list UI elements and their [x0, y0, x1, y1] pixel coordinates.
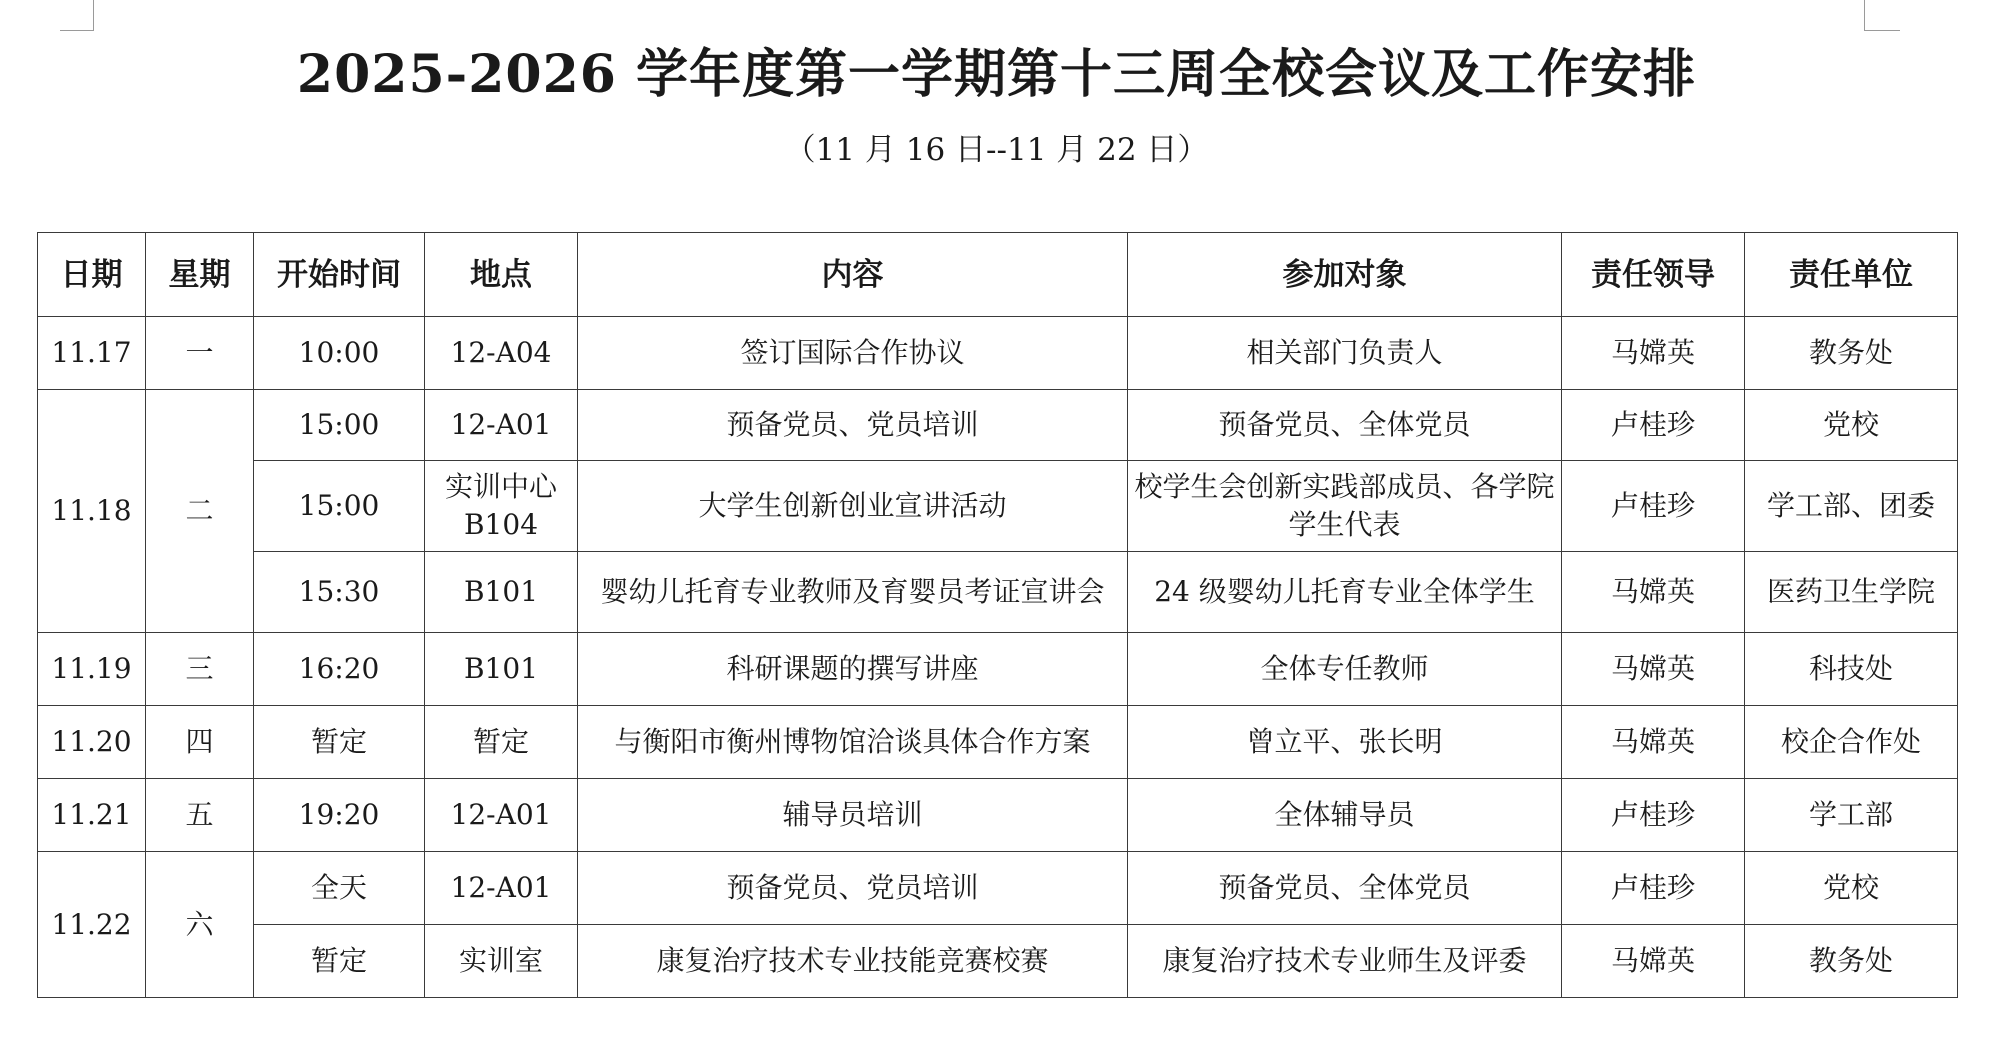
time-cell: 暂定 [254, 706, 425, 779]
weekday-cell: 四 [146, 706, 254, 779]
attendees-cell: 校学生会创新实践部成员、各学院学生代表 [1128, 461, 1562, 552]
header-attendees: 参加对象 [1128, 233, 1562, 317]
weekday-cell: 二 [146, 390, 254, 633]
table-row [38, 633, 1958, 706]
attendees-cell: 康复治疗技术专业师生及评委 [1128, 925, 1562, 998]
time-cell: 15:00 [254, 390, 425, 461]
page-title: 2025-2026 学年度第一学期第十三周全校会议及工作安排 [296, 44, 1697, 105]
header-content: 内容 [578, 233, 1128, 317]
content-cell: 婴幼儿托育专业教师及育婴员考证宣讲会 [578, 552, 1128, 633]
time-cell: 暂定 [254, 925, 425, 998]
weekday-cell: 五 [146, 779, 254, 852]
content-cell: 大学生创新创业宣讲活动 [578, 461, 1128, 552]
time-cell: 10:00 [254, 317, 425, 390]
table-row [38, 552, 1958, 633]
unit-cell: 校企合作处 [1745, 706, 1958, 779]
crop-mark-top-left-vertical [93, 0, 94, 30]
location-cell: 12-A01 [425, 852, 578, 925]
header-unit: 责任单位 [1745, 233, 1958, 317]
header-leader: 责任领导 [1562, 233, 1745, 317]
content-cell: 与衡阳市衡州博物馆洽谈具体合作方案 [578, 706, 1128, 779]
location-cell: 暂定 [425, 706, 578, 779]
time-cell: 19:20 [254, 779, 425, 852]
weekday-cell: 一 [146, 317, 254, 390]
location-cell: 12-A01 [425, 390, 578, 461]
date-range-subtitle: （11 月 16 日--11 月 22 日） [784, 132, 1209, 168]
table-row [38, 925, 1958, 998]
content-cell: 辅导员培训 [578, 779, 1128, 852]
location-cell: 实训室 [425, 925, 578, 998]
location-cell: B101 [425, 552, 578, 633]
unit-cell: 教务处 [1745, 925, 1958, 998]
leader-cell: 马嫦英 [1562, 706, 1745, 779]
attendees-cell: 24 级婴幼儿托育专业全体学生 [1128, 552, 1562, 633]
leader-cell: 马嫦英 [1562, 633, 1745, 706]
time-cell: 全天 [254, 852, 425, 925]
content-cell: 预备党员、党员培训 [578, 852, 1128, 925]
location-cell: 12-A04 [425, 317, 578, 390]
attendees-cell: 全体辅导员 [1128, 779, 1562, 852]
time-cell: 16:20 [254, 633, 425, 706]
leader-cell: 卢桂珍 [1562, 779, 1745, 852]
table-row [38, 706, 1958, 779]
date-cell: 11.20 [38, 706, 146, 779]
crop-mark-top-right-vertical [1864, 0, 1865, 30]
table-row [38, 317, 1958, 390]
table-row [38, 852, 1958, 925]
leader-cell: 马嫦英 [1562, 925, 1745, 998]
location-cell: 12-A01 [425, 779, 578, 852]
unit-cell: 党校 [1745, 390, 1958, 461]
location-cell: 实训中心B104 [425, 461, 578, 552]
table-header-row [38, 233, 1958, 317]
crop-mark-top-right-horizontal [1864, 30, 1900, 31]
attendees-cell: 全体专任教师 [1128, 633, 1562, 706]
leader-cell: 卢桂珍 [1562, 390, 1745, 461]
leader-cell: 马嫦英 [1562, 552, 1745, 633]
header-date: 日期 [38, 233, 146, 317]
leader-cell: 马嫦英 [1562, 317, 1745, 390]
unit-cell: 学工部 [1745, 779, 1958, 852]
content-cell: 科研课题的撰写讲座 [578, 633, 1128, 706]
unit-cell: 医药卫生学院 [1745, 552, 1958, 633]
content-cell: 签订国际合作协议 [578, 317, 1128, 390]
attendees-cell: 预备党员、全体党员 [1128, 390, 1562, 461]
header-weekday: 星期 [146, 233, 254, 317]
unit-cell: 教务处 [1745, 317, 1958, 390]
date-cell: 11.19 [38, 633, 146, 706]
unit-cell: 学工部、团委 [1745, 461, 1958, 552]
date-cell: 11.21 [38, 779, 146, 852]
crop-mark-top-left-horizontal [60, 30, 94, 31]
attendees-cell: 预备党员、全体党员 [1128, 852, 1562, 925]
schedule-table [37, 232, 1958, 998]
weekday-cell: 六 [146, 852, 254, 998]
content-cell: 预备党员、党员培训 [578, 390, 1128, 461]
leader-cell: 卢桂珍 [1562, 852, 1745, 925]
attendees-cell: 相关部门负责人 [1128, 317, 1562, 390]
header-start-time: 开始时间 [254, 233, 425, 317]
attendees-cell: 曾立平、张长明 [1128, 706, 1562, 779]
table-row [38, 390, 1958, 461]
time-cell: 15:00 [254, 461, 425, 552]
time-cell: 15:30 [254, 552, 425, 633]
leader-cell: 卢桂珍 [1562, 461, 1745, 552]
unit-cell: 党校 [1745, 852, 1958, 925]
date-cell: 11.22 [38, 852, 146, 998]
date-cell: 11.18 [38, 390, 146, 633]
location-cell: B101 [425, 633, 578, 706]
weekday-cell: 三 [146, 633, 254, 706]
header-location: 地点 [425, 233, 578, 317]
content-cell: 康复治疗技术专业技能竞赛校赛 [578, 925, 1128, 998]
table-row [38, 461, 1958, 552]
unit-cell: 科技处 [1745, 633, 1958, 706]
date-cell: 11.17 [38, 317, 146, 390]
table-row [38, 779, 1958, 852]
